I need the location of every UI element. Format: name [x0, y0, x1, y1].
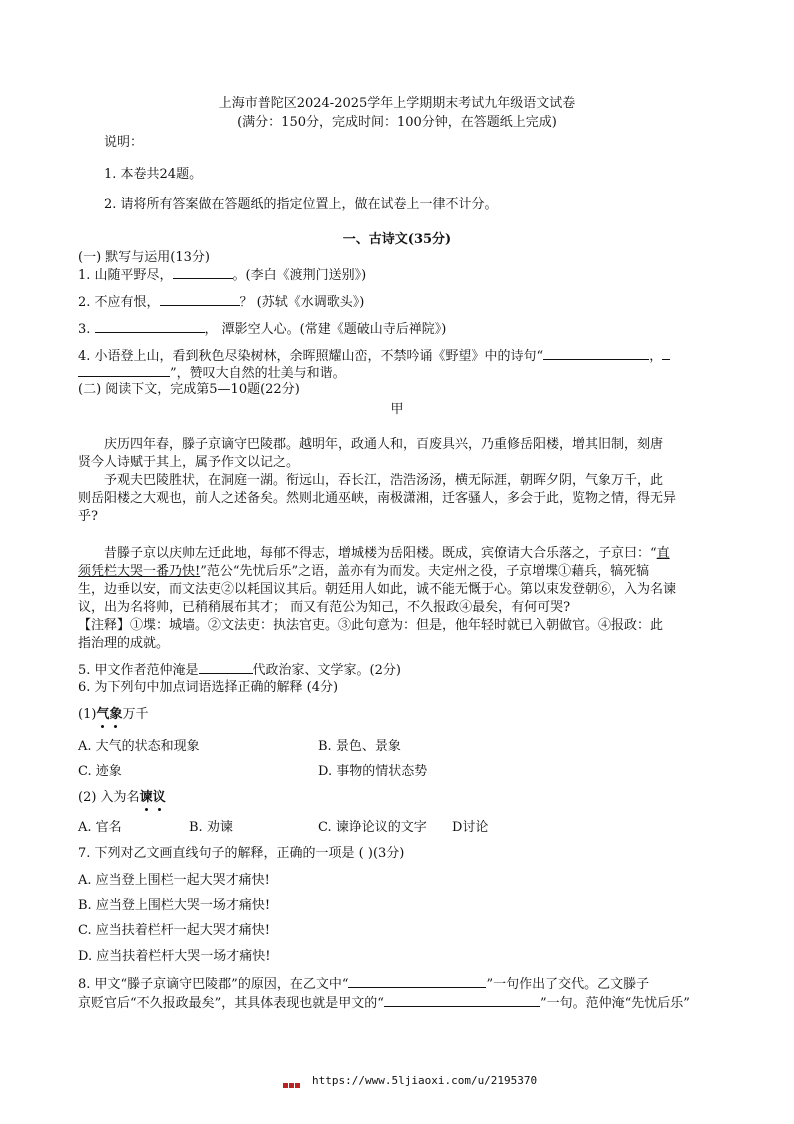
q6-sub-1	[78, 706, 148, 724]
yi-line-3: 生，边垂以安，而文法吏②以耗国议其后。朝廷用人如此，诚不能无慨于心。第以束发登朝⑥，入为名谏	[78, 582, 677, 597]
section-heading: 一、古诗文(35分)	[342, 232, 452, 247]
q2-text: 2. 不应有恨，	[78, 295, 160, 310]
q6-2-option-a[interactable]: A. 官名	[78, 820, 122, 835]
q8-blank-1[interactable]	[348, 975, 486, 988]
q1-source: 。(李白《渡荆门送别》)	[232, 268, 367, 283]
q4-blank-1[interactable]	[543, 347, 649, 360]
q3-source: ， 潭影空人心。(常建《题破山寺后禅院》)	[204, 322, 447, 337]
q7-option-b[interactable]: B. 应当登上围栏大哭一场才痛快!	[78, 898, 271, 913]
dotted-word: 谏	[139, 790, 153, 805]
yi-underlined-sentence: 直	[656, 546, 670, 561]
q6-1-option-b[interactable]: B. 景色、景象	[318, 739, 401, 754]
q4-text: 4. 小语登上山，看到秋色尽染树林，余晖照耀山峦，不禁吟诵《野望》中的诗句“	[78, 349, 544, 364]
yi-line-1	[104, 545, 670, 563]
q6-sub-2-text: (2) 入为名	[78, 790, 140, 805]
part2-title: (二) 阅读下文，完成第5—10题(22分)	[78, 382, 300, 397]
question-7-title: 7. 下列对乙文画直线句子的解释，正确的一项是 ( )(3分)	[78, 846, 405, 861]
q6-1-option-c[interactable]: C. 迹象	[78, 764, 122, 779]
jia-line-2: 贤今人诗赋于其上，属予作文以记之。	[78, 455, 300, 470]
q2-blank[interactable]	[160, 293, 240, 306]
part1-title: (一) 默写与运用(13分)	[78, 250, 210, 265]
q6-2-option-d[interactable]: D讨论	[452, 820, 489, 835]
exam-subtitle: (满分：150分，完成时间：100分钟，在答题纸上完成)	[237, 115, 557, 130]
q1-blank[interactable]	[173, 266, 233, 279]
q8-text: ”一句作出了交代。乙文滕子	[486, 977, 650, 992]
q6-1-option-a[interactable]: A. 大气的状态和现象	[78, 739, 200, 754]
dotted-word: 议	[152, 790, 166, 805]
yi-notes-line-2: 指治理的成就。	[78, 636, 170, 651]
footer-url[interactable]: https://www.5ljiaoxi.com/u/2195370	[312, 1074, 538, 1087]
question-3	[78, 320, 446, 339]
question-1	[78, 266, 366, 285]
q3-text: 3.	[78, 322, 95, 337]
passage-label-jia: 甲	[390, 402, 404, 417]
question-8-line-2	[78, 994, 690, 1013]
q5-text: 5. 甲文作者范仲淹是	[78, 663, 199, 678]
q6-sub-1-number: (1)	[78, 707, 97, 722]
question-5	[78, 661, 401, 680]
yi-text: ”范公“先忧后乐”之语，盖亦有为而发。夫定州之役，子京增堞①藉兵，犒死犒	[200, 564, 650, 579]
yi-underlined-sentence: 须凭栏大哭一番乃快!	[78, 564, 201, 579]
q3-blank[interactable]	[95, 320, 205, 333]
yi-text: 昔滕子京以庆帅左迁此地，每郁不得志，增城楼为岳阳楼。既成，宾僚请大合乐落之，子京曰：“	[104, 546, 657, 561]
q6-1-option-d[interactable]: D. 事物的情状态势	[318, 764, 428, 779]
q4-comma: ，	[649, 349, 663, 364]
instructions-label: 说明：	[104, 135, 144, 150]
q8-text: 京贬官后“不久报政最矣”，其具体表现也就是甲文的“	[78, 996, 384, 1011]
jia-line-5: 乎?	[78, 509, 98, 524]
yi-line-2	[78, 563, 649, 581]
question-2	[78, 293, 364, 312]
q5-blank[interactable]	[199, 661, 253, 674]
exam-title: 上海市普陀区2024-2025学年上学期期末考试九年级语文试卷	[218, 96, 576, 111]
q4-blank-2-start[interactable]	[662, 347, 670, 360]
watermark-logo	[283, 1077, 307, 1085]
q8-text: 8. 甲文“滕子京谪守巴陵郡”的原因，在乙文中“	[78, 977, 349, 992]
q6-sub-2	[78, 789, 166, 807]
yi-notes-line-1: 【注释】①堞：城墙。②文法吏：执法官吏。③此句意为：但是，他年轻时就已入朝做官。④报政：此	[78, 618, 664, 633]
q6-2-option-b[interactable]: B. 劝谏	[189, 820, 233, 835]
question-6-title: 6. 为下列句中加点词语选择正确的解释 (4分)	[78, 680, 339, 695]
q5-text-end: 代政治家、文学家。(2分)	[252, 663, 401, 678]
jia-line-4: 则岳阳楼之大观也，前人之述备矣。然则北通巫峡，南极潇湘，迁客骚人，多会于此，览物之情，得无异	[78, 491, 677, 506]
dotted-word: 气	[96, 707, 110, 722]
q8-blank-2[interactable]	[384, 994, 540, 1007]
q4-blank-2-end[interactable]	[78, 364, 170, 377]
q8-text: ”一句。范仲淹“先忧后乐”	[539, 996, 690, 1011]
question-8-line-1	[78, 975, 649, 994]
instruction-item-2: 2. 请将所有答案做在答题纸的指定位置上，做在试卷上一律不计分。	[104, 197, 498, 212]
dotted-word: 象	[109, 707, 123, 722]
q1-text: 1. 山随平野尽，	[78, 268, 173, 283]
jia-line-1: 庆历四年春，滕子京谪守巴陵郡。越明年，政通人和，百废具兴，乃重修岳阳楼，增其旧制，刻唐	[104, 437, 664, 452]
q7-option-c[interactable]: C. 应当扶着栏杆一起大哭才痛快!	[78, 923, 270, 938]
q6-2-option-c[interactable]: C. 谏诤论议的文字	[318, 820, 427, 835]
q7-option-a[interactable]: A. 应当登上围栏一起大哭才痛快!	[78, 873, 270, 888]
q4-text-end: ”，赞叹大自然的壮美与和谐。	[170, 366, 346, 381]
instruction-item-1: 1. 本卷共24题。	[104, 167, 203, 182]
jia-line-3: 予观夫巴陵胜状，在洞庭一湖。衔远山，吞长江，浩浩汤汤，横无际涯，朝晖夕阴，气象万千，此	[104, 473, 664, 488]
yi-line-4: 议，出为名将帅，已稍稍展布其才； 而又有范公为知己，不久报政④最矣，有何可哭?	[78, 600, 571, 615]
q2-source: ？ (苏轼《水调歌头》)	[239, 295, 365, 310]
q7-option-d[interactable]: D. 应当扶着栏杆大哭一场才痛快!	[78, 949, 271, 964]
q6-sub-1-text: 万千	[122, 707, 149, 722]
